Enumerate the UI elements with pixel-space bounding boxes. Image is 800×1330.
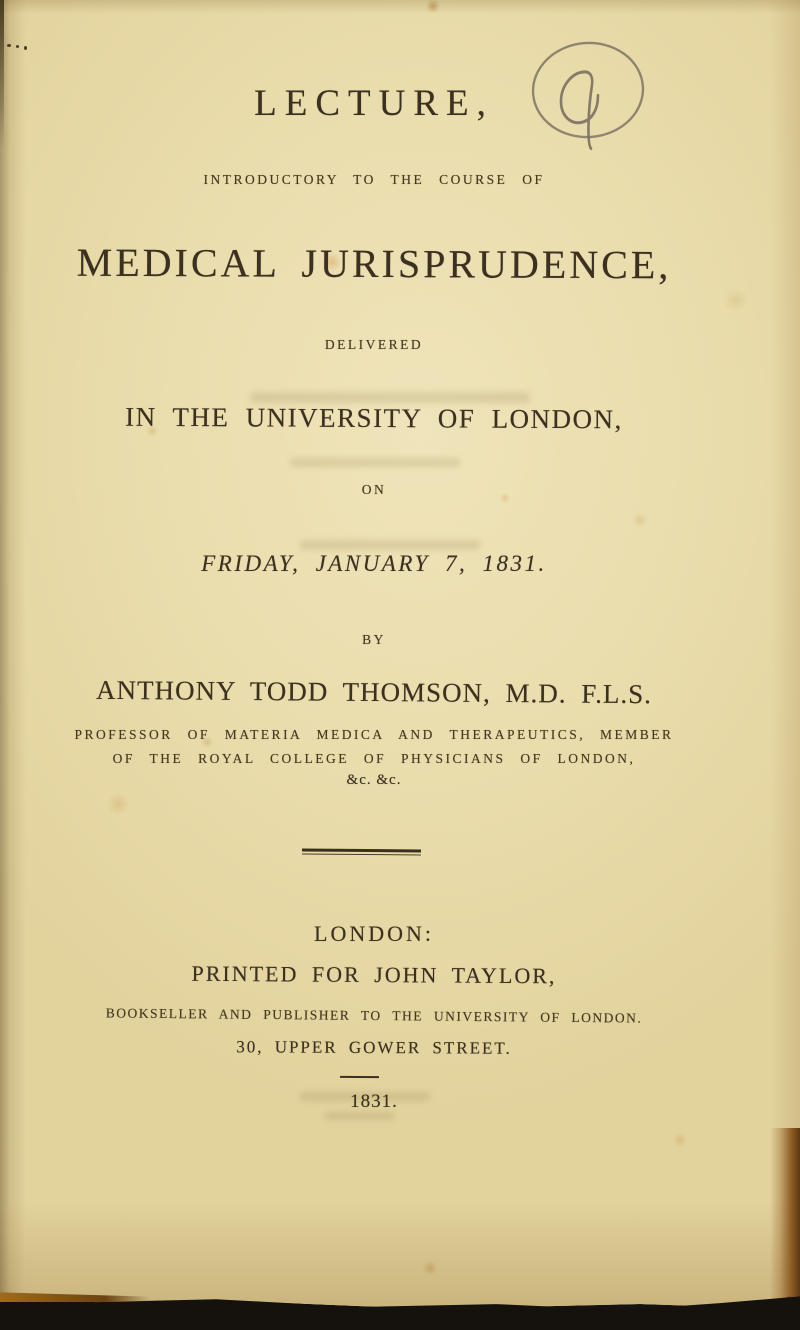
- imprint-city: LONDON:: [314, 921, 434, 946]
- imprint-address: 30, UPPER GOWER STREET.: [236, 1037, 512, 1058]
- imprint-publisher-role: BOOKSELLER AND PUBLISHER TO THE UNIVERSITY OF LONDON.: [105, 1005, 643, 1026]
- author-credentials-line1: PROFESSOR OF MATERIA MEDICA AND THERAPEUTICS, MEMBER: [74, 727, 674, 742]
- imprint-publisher: PRINTED FOR JOHN TAYLOR,: [191, 960, 557, 989]
- imprint-year: 1831.: [350, 1091, 398, 1112]
- book-fore-edge: [770, 1128, 800, 1316]
- delivered-line: DELIVERED: [324, 337, 424, 352]
- lecture-title: LECTURE,: [254, 83, 494, 124]
- date-line: FRIDAY, JANUARY 7, 1831.: [201, 551, 547, 576]
- institution-line: IN THE UNIVERSITY OF LONDON,: [125, 401, 623, 435]
- by-line: BY: [362, 632, 386, 647]
- etc-line: &c. &c.: [346, 772, 402, 788]
- intro-line: INTRODUCTORY TO THE COURSE OF: [203, 172, 545, 187]
- course-title: MEDICAL JURISPRUDENCE,: [76, 239, 672, 288]
- author-credentials-line2: OF THE ROYAL COLLEGE OF PHYSICIANS OF LONDON,: [112, 751, 636, 766]
- on-line: ON: [361, 482, 387, 497]
- author-name: ANTHONY TODD THOMSON, M.D. F.L.S.: [95, 674, 653, 710]
- pencil-annotation: [524, 34, 656, 158]
- double-rule: [302, 848, 421, 856]
- short-rule: [340, 1076, 379, 1078]
